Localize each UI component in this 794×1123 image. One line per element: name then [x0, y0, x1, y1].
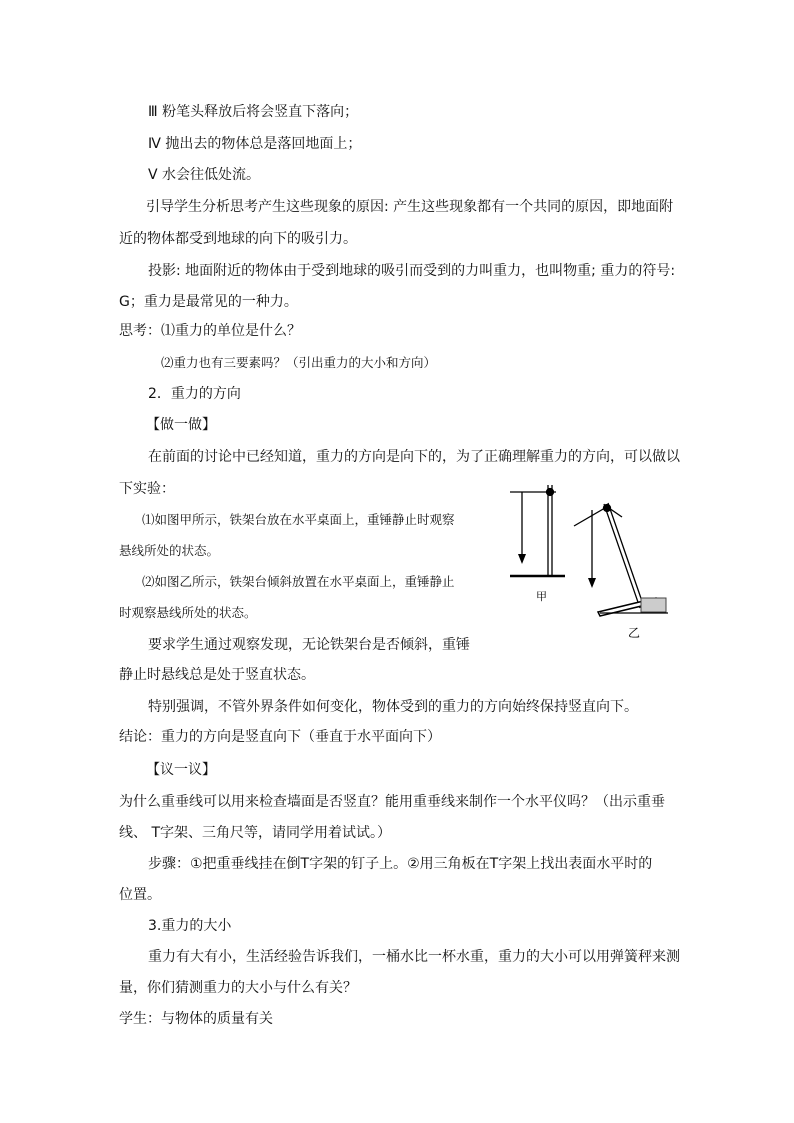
text-line: Ⅴ 水会往低处流。	[148, 167, 261, 183]
question-line: 思考：⑴重力的单位是什么？	[119, 323, 301, 339]
experiment-line: ⑵如图乙所示，铁架台倾斜放置在水平桌面上，重锤静止	[142, 574, 455, 589]
section-heading: 3.重力的大小	[148, 918, 232, 934]
paragraph-line: 在前面的讨论中已经知道，重力的方向是向下的，为了正确理解重力的方向，可以做以	[148, 449, 680, 465]
paragraph-line: 量，你们猜测重力的大小与什么有关？	[119, 980, 357, 996]
paragraph-line: 要求学生通过观察发现，无论铁架台是否倾斜，重锤	[148, 637, 470, 653]
experiment-line: 时观察悬线所处的状态。	[119, 605, 257, 620]
paragraph-line: 静止时悬线总是处于竖直状态。	[119, 667, 315, 683]
paragraph-line: 引导学生分析思考产生这些现象的原因: 产生这些现象都有一个共同的原因，即地面附	[146, 199, 674, 215]
paragraph-line: G；重力是最常见的一种力。	[119, 294, 298, 310]
activity-heading: 【议一议】	[146, 762, 216, 778]
question-line: ⑵重力也有三要素吗？（引出重力的大小和方向）	[161, 355, 437, 370]
conclusion-line: 结论：重力的方向是竖直向下（垂直于水平面向下）	[119, 729, 441, 745]
paragraph-line: 步骤：①把重垂线挂在倒T字架的钉子上。②用三角板在T字架上找出表面水平时的	[148, 856, 653, 872]
paragraph-line: 特别强调，不管外界条件如何变化，物体受到的重力的方向始终保持竖直向下。	[148, 699, 638, 715]
text-line: Ⅳ 抛出去的物体总是落回地面上；	[148, 136, 362, 152]
stand-jia	[510, 485, 565, 576]
paragraph-line: 投影: 地面附近的物体由于受到地球的吸引而受到的力叫重力，也叫物重; 重力的符号:	[148, 263, 676, 279]
paragraph-line: 近的物体都受到地球的向下的吸引力。	[119, 231, 357, 247]
text-line: Ⅲ 粉笔头释放后将会竖直下落向；	[148, 104, 359, 120]
plumb-line-figure	[500, 470, 690, 650]
paragraph-line: 位置。	[119, 887, 161, 903]
stand-yi	[574, 503, 668, 616]
paragraph-line: 为什么重垂线可以用来检查墙面是否竖直？能用重垂线来制作一个水平仪吗？（出示重垂	[119, 794, 665, 810]
paragraph-line: 学生：与物体的质量有关	[119, 1011, 273, 1027]
paragraph-line: 下实验：	[119, 481, 175, 497]
paragraph-line: 线、 T字架、三角尺等，请同学用着试试。）	[119, 825, 392, 841]
figure-label-jia: 甲	[536, 590, 547, 603]
activity-heading: 【做一做】	[146, 417, 216, 433]
experiment-line: ⑴如图甲所示，铁架台放在水平桌面上，重锤静止时观察	[142, 512, 455, 527]
paragraph-line: 重力有大有小，生活经验告诉我们，一桶水比一杯水重，重力的大小可以用弹簧秤来测	[148, 949, 680, 965]
section-heading: 2．重力的方向	[148, 386, 241, 402]
figure-label-yi: 乙	[628, 626, 641, 640]
experiment-line: 悬线所处的状态。	[119, 543, 220, 558]
